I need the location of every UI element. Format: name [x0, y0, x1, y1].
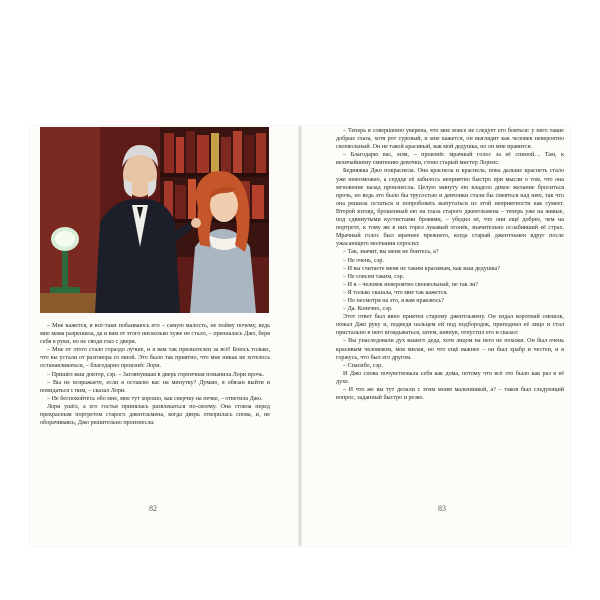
paragraph: – Вы унаследовали дух вашего деда, хотя лицом на него не похожи. Он был очень красивым человеком, моя милая, но что ещё важнее – он был храбр и честен, и я горжусь, что был его другом. — [336, 338, 564, 361]
paragraph: И Джо снова почувствовала себя как дома, потому что всё это было как раз в её духе. — [336, 370, 564, 385]
paragraph: – Мне кажется, я всё-таки побаиваюсь его – самую малость, не пойму почему, ведь мне мама разрешила, да и вам от этого нисколько хуже не стало, – призналась Джо, беря себя в руки, но не сводя глаз с двери. — [40, 323, 270, 346]
paragraph: – Я только сказала, что мне так кажется. — [343, 289, 448, 296]
paragraph: – Мне от этого стало гораздо лучше, и я вам так признателен за всё! Боюсь только, что вы устали от разговора со мной. Это было так приятно, что мне никак не хотелось останавливаться, – благодарно произнёс Лори. — [40, 347, 270, 370]
paragraph: – Спасибо, сэр. — [343, 362, 383, 369]
paragraph: – Да. Конечно, сэр. — [343, 306, 393, 313]
page-number-left: 82 — [149, 504, 157, 513]
paragraph: Бедняжка Джо покраснела. Она краснела и краснела, пока дальше краснеть стало уже невозможно, а сердце её забилось неприятно быстро при мысли о том, что она мгновение назад произнесла. Целую минуту ею владело дикое желание броситься прочь, но ведь это было бы трусостью и девчонки стали бы смеяться над нею, так что она решила остаться и попробовать выпутаться из этой неприятности как сумеет. Второй взгляд, брошенный ею на глаза старого джентльмена – теперь уже на живые, под сдвинутыми кустистыми бровями, – убедил её, что они ещё добрее, чем на портрете, к тому же в них горел лукавый огонёк, значительно ослабивший её страх. Мрачный голос был мрачнее прежнего, когда старый джентльмен вдруг после ужасающего молчания спросил: — [336, 168, 564, 248]
paragraph: – Пришёл ваш доктор, сэр. – Заглянувшая в дверь горничная поманила Лори прочь. — [47, 371, 265, 378]
illustration-mr-laurence-and-jo — [40, 127, 269, 313]
paragraph: – И что же вы тут делали с этим моим мальчишкой, а? – таков был следующий вопрос, заданный быстро и резко. — [336, 387, 564, 402]
paragraph: Лори ушёл, а его гостья принялась развлекаться по-своему. Она стояла перед прекрасным портретом старого джентльмена, когда дверь отворилась снова, и, не оборачиваясь, Джо решительно произнесла: — [40, 403, 270, 427]
paragraph: – Но несмотря на это, я вам нравлюсь? — [343, 297, 444, 304]
paragraph: – Вы не возражаете, если я оставлю вас на минутку? Думаю, я обязан выйти и повидаться с ним, – сказал Лори. — [40, 379, 270, 394]
paragraph: – Не очень, сэр. — [343, 257, 384, 264]
left-page-text — [40, 322, 270, 427]
paragraph: – И вы считаете меня не таким красивым, как ваш дедушка? — [343, 265, 500, 272]
paragraph: Этот ответ был явно приятен старому джентльмену. Он издал короткий смешок, пожал Джо руку и, подведя пальцем ей под подбородок, приподнял её лицо и стал пристально в него вглядываться, затем, кивнув, отпустил его и сказал: — [336, 314, 564, 337]
paragraph: – Благодарю вас, мэм, – произнёс мрачный голос за её спиной… Там, к величайшему смятению девочки, стоял старый мистер Лоренс. — [336, 152, 564, 167]
paragraph: – И я – человек невероятно своевольный, не так ли? — [343, 281, 479, 288]
right-page-text — [336, 127, 564, 402]
book-gutter — [298, 126, 302, 546]
paragraph: – Не совсем таким, сэр. — [343, 273, 405, 280]
paragraph: – Так, значит, вы меня не боитесь, а? — [343, 249, 439, 256]
paragraph: – Теперь я совершенно уверена, что мне вовсе не следует его бояться: у него такие добрые глаза, хотя рот суровый, и мне кажется, он выглядит как человек невероятно своевольный. Он не такой красивый, как мой дедушка, но он мне нравится. — [336, 128, 564, 151]
page-number-right: 83 — [438, 504, 446, 513]
paragraph: – Не беспокойтесь обо мне, мне тут хорошо, как сверчку на печке, – ответила Джо. — [47, 395, 263, 402]
